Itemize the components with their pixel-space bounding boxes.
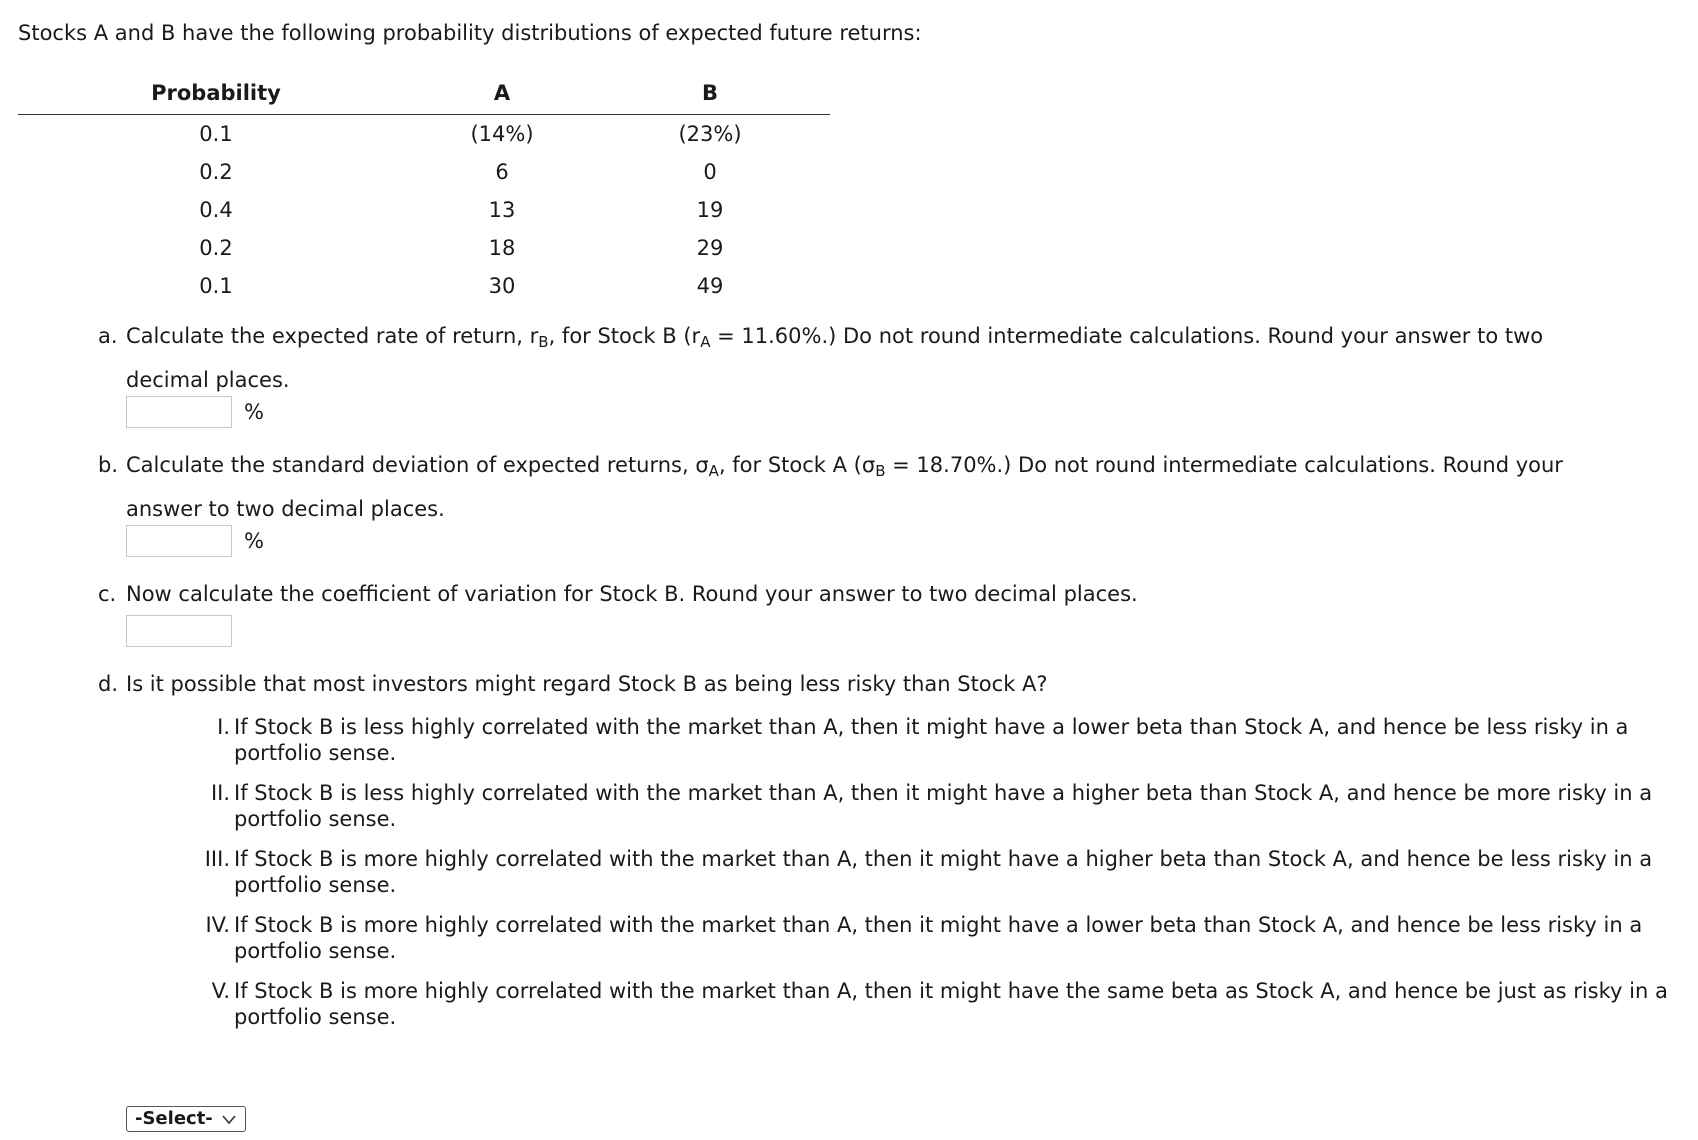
cell-b: 29 xyxy=(696,236,724,260)
cell-b: 49 xyxy=(696,274,724,298)
header-stock-a: A xyxy=(414,76,590,115)
cell-a: 18 xyxy=(488,236,516,260)
header-probability: Probability xyxy=(18,76,414,115)
option-i: I. If Stock B is less highly correlated with the market than A, then it might have a lower beta than Stock A, and hence be less risky in a portfolio sense. xyxy=(217,715,1629,765)
table-row xyxy=(18,191,830,229)
cell-a: 13 xyxy=(488,198,516,222)
header-stock-b: B xyxy=(590,76,830,115)
cell-probability: 0.2 xyxy=(199,236,233,260)
cell-probability: 0.2 xyxy=(199,160,233,184)
cell-probability: 0.1 xyxy=(199,274,233,298)
table-row xyxy=(18,115,830,154)
table-row xyxy=(18,267,830,305)
answer-c-input[interactable] xyxy=(126,615,232,647)
intro-text: Stocks A and B have the following probability distributions of expected future returns: xyxy=(18,21,922,45)
question-c-prefix: c. xyxy=(98,582,117,606)
cell-a: (14%) xyxy=(470,122,534,146)
cell-b: (23%) xyxy=(678,122,742,146)
table-row xyxy=(18,153,830,191)
question-b: b. Calculate the standard deviation of expected returns, $\sigma_A$, for Stock A $(\sigma_B = 18.70\%.)$ Do not round intermediate calculations. Round your answer to two decimal places. xyxy=(98,446,1668,528)
cell-probability: 0.1 xyxy=(199,122,233,146)
option-ii: II. If Stock B is less highly correlated with the market than A, then it might have a higher beta than Stock A, and hence be more risky in a portfolio sense. xyxy=(210,781,1653,831)
answer-d-select[interactable] xyxy=(126,1106,246,1132)
table-header-row xyxy=(18,76,830,115)
question-a-prefix: a. xyxy=(98,324,118,348)
cell-b: 0 xyxy=(703,160,717,184)
answer-a-unit: % xyxy=(244,400,264,424)
cell-a: 30 xyxy=(488,274,516,298)
option-iv: IV. If Stock B is more highly correlated with the market than A, then it might have a lower beta than Stock A, and hence be less risky in a portfolio sense. xyxy=(205,913,1643,963)
cell-probability: 0.4 xyxy=(199,198,233,222)
answer-options-list xyxy=(126,714,1696,1044)
answer-b-input[interactable] xyxy=(126,525,232,557)
question-a: a. Calculate the expected rate of return, $r_B$, for Stock B $(r_A = 11.60\%.)$ Do not round intermediate calculations. Round your answer to two decimal places. xyxy=(98,317,1668,399)
question-c: c. Now calculate the coefficient of variation for Stock B. Round your answer to two decimal places. xyxy=(98,575,1668,613)
question-d: d. Is it possible that most investors might regard Stock B as being less risky than Stock A? xyxy=(98,665,1668,703)
option-iii: III. If Stock B is more highly correlated with the market than A, then it might have a higher beta than Stock A, and hence be less risky in a portfolio sense. xyxy=(204,847,1653,897)
answer-b-unit: % xyxy=(244,529,264,553)
question-d-prefix: d. xyxy=(98,672,119,696)
question-b-prefix: b. xyxy=(98,453,119,477)
chevron-down-icon xyxy=(221,1109,237,1136)
cell-b: 19 xyxy=(696,198,724,222)
select-label: -Select- xyxy=(135,1108,213,1129)
cell-a: 6 xyxy=(495,160,509,184)
answer-a-input[interactable] xyxy=(126,396,232,428)
option-v: V. If Stock B is more highly correlated with the market than A, then it might have the same beta as Stock A, and hence be just as risky in a portfolio sense. xyxy=(211,979,1668,1029)
probability-distribution-table xyxy=(18,76,830,305)
table-row xyxy=(18,229,830,267)
